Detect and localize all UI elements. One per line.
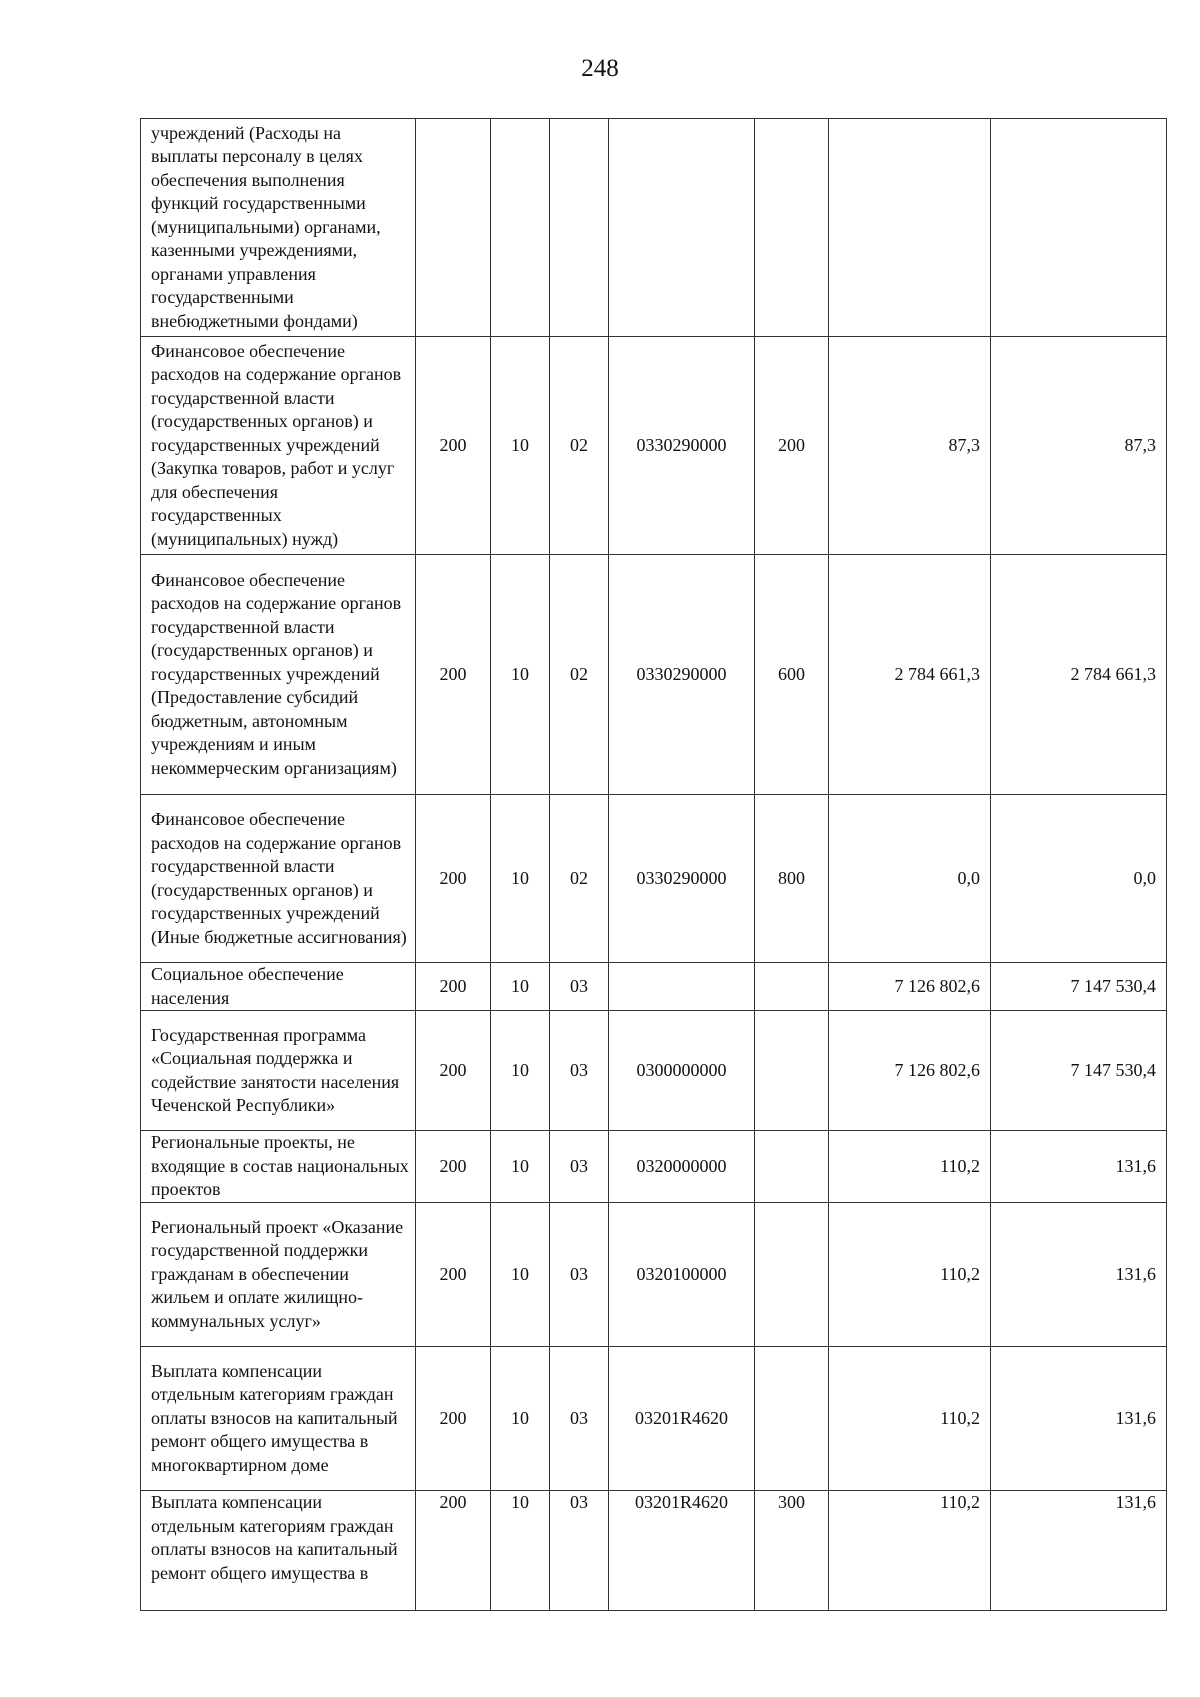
table-row	[141, 337, 1167, 555]
table-row	[141, 119, 1167, 337]
cell-subsection: 02	[550, 337, 609, 555]
page-number: 248	[581, 55, 619, 82]
cell-target-article	[609, 119, 755, 337]
cell-subsection: 02	[550, 795, 609, 963]
cell-section: 10	[491, 795, 550, 963]
cell-amount-year-1: 110,2	[829, 1203, 991, 1347]
cell-ministry-code: 200	[416, 1011, 491, 1131]
cell-expense-type	[755, 1131, 829, 1203]
cell-section: 10	[491, 1131, 550, 1203]
row-description: Финансовое обеспечение расходов на содержание органов государственной власти (государственных органов) и государственных учреждений (Предоставление субсидий бюджетным, автономным учреждениям и иным некоммерческим организациям)	[141, 555, 416, 795]
row-description: Региональные проекты, не входящие в состав национальных проектов	[141, 1131, 416, 1203]
cell-ministry-code: 200	[416, 795, 491, 963]
cell-target-article: 03201R4620	[609, 1347, 755, 1491]
cell-target-article: 0330290000	[609, 795, 755, 963]
table-row	[141, 1011, 1167, 1131]
cell-target-article: 03201R4620	[609, 1491, 755, 1611]
cell-ministry-code: 200	[416, 1491, 491, 1611]
cell-expense-type	[755, 1203, 829, 1347]
cell-target-article: 0330290000	[609, 555, 755, 795]
cell-expense-type: 800	[755, 795, 829, 963]
cell-subsection: 02	[550, 555, 609, 795]
cell-expense-type	[755, 963, 829, 1011]
row-description: Государственная программа «Социальная поддержка и содействие занятости населения Чеченской Республики»	[141, 1011, 416, 1131]
cell-expense-type: 300	[755, 1491, 829, 1611]
row-description: Социальное обеспечение населения	[141, 963, 416, 1011]
cell-subsection: 03	[550, 963, 609, 1011]
cell-amount-year-1	[829, 119, 991, 337]
cell-subsection: 03	[550, 1131, 609, 1203]
cell-section: 10	[491, 963, 550, 1011]
cell-ministry-code: 200	[416, 1347, 491, 1491]
cell-target-article	[609, 963, 755, 1011]
cell-expense-type	[755, 1347, 829, 1491]
cell-amount-year-2: 131,6	[991, 1491, 1167, 1611]
cell-amount-year-2: 0,0	[991, 795, 1167, 963]
cell-section: 10	[491, 1203, 550, 1347]
cell-amount-year-2: 131,6	[991, 1131, 1167, 1203]
cell-amount-year-1: 110,2	[829, 1131, 991, 1203]
table-row	[141, 963, 1167, 1011]
table-row	[141, 1347, 1167, 1491]
row-description: Выплата компенсации отдельным категориям граждан оплаты взносов на капитальный ремонт общего имущества в многоквартирном доме	[141, 1347, 416, 1491]
cell-amount-year-2: 87,3	[991, 337, 1167, 555]
cell-ministry-code: 200	[416, 1131, 491, 1203]
cell-ministry-code: 200	[416, 963, 491, 1011]
cell-amount-year-1: 2 784 661,3	[829, 555, 991, 795]
cell-amount-year-1: 7 126 802,6	[829, 1011, 991, 1131]
cell-section: 10	[491, 1491, 550, 1611]
cell-subsection: 03	[550, 1011, 609, 1131]
table-row	[141, 1131, 1167, 1203]
cell-target-article: 0320100000	[609, 1203, 755, 1347]
cell-section: 10	[491, 337, 550, 555]
cell-amount-year-2: 131,6	[991, 1347, 1167, 1491]
cell-section	[491, 119, 550, 337]
cell-amount-year-1: 7 126 802,6	[829, 963, 991, 1011]
cell-amount-year-2	[991, 119, 1167, 337]
cell-target-article: 0320000000	[609, 1131, 755, 1203]
row-description: Выплата компенсации отдельным категориям граждан оплаты взносов на капитальный ремонт общего имущества в	[141, 1491, 416, 1611]
table-row	[141, 1203, 1167, 1347]
budget-table	[140, 118, 1167, 1611]
cell-subsection: 03	[550, 1203, 609, 1347]
cell-amount-year-1: 87,3	[829, 337, 991, 555]
cell-expense-type	[755, 1011, 829, 1131]
cell-ministry-code: 200	[416, 1203, 491, 1347]
cell-subsection	[550, 119, 609, 337]
cell-target-article: 0330290000	[609, 337, 755, 555]
cell-section: 10	[491, 555, 550, 795]
cell-amount-year-2: 7 147 530,4	[991, 963, 1167, 1011]
cell-section: 10	[491, 1347, 550, 1491]
cell-target-article: 0300000000	[609, 1011, 755, 1131]
row-description: Финансовое обеспечение расходов на содержание органов государственной власти (государственных органов) и государственных учреждений (Закупка товаров, работ и услуг для обеспечения государственных (муниципальных) нужд)	[141, 337, 416, 555]
cell-subsection: 03	[550, 1347, 609, 1491]
table-row	[141, 1491, 1167, 1611]
cell-expense-type	[755, 119, 829, 337]
table-row	[141, 795, 1167, 963]
cell-ministry-code: 200	[416, 337, 491, 555]
cell-expense-type: 600	[755, 555, 829, 795]
row-description: Региональный проект «Оказание государственной поддержки гражданам в обеспечении жильем и оплате жилищно-коммунальных услуг»	[141, 1203, 416, 1347]
cell-amount-year-1: 0,0	[829, 795, 991, 963]
cell-amount-year-1: 110,2	[829, 1347, 991, 1491]
cell-amount-year-2: 131,6	[991, 1203, 1167, 1347]
cell-section: 10	[491, 1011, 550, 1131]
cell-ministry-code	[416, 119, 491, 337]
row-description: Финансовое обеспечение расходов на содержание органов государственной власти (государственных органов) и государственных учреждений (Иные бюджетные ассигнования)	[141, 795, 416, 963]
row-description: учреждений (Расходы на выплаты персоналу в целях обеспечения выполнения функций государственными (муниципальными) органами, казенными учреждениями, органами управления государственными внебюджетными фондами)	[141, 119, 416, 337]
cell-amount-year-1: 110,2	[829, 1491, 991, 1611]
cell-expense-type: 200	[755, 337, 829, 555]
cell-amount-year-2: 2 784 661,3	[991, 555, 1167, 795]
cell-ministry-code: 200	[416, 555, 491, 795]
table-row	[141, 555, 1167, 795]
cell-amount-year-2: 7 147 530,4	[991, 1011, 1167, 1131]
cell-subsection: 03	[550, 1491, 609, 1611]
